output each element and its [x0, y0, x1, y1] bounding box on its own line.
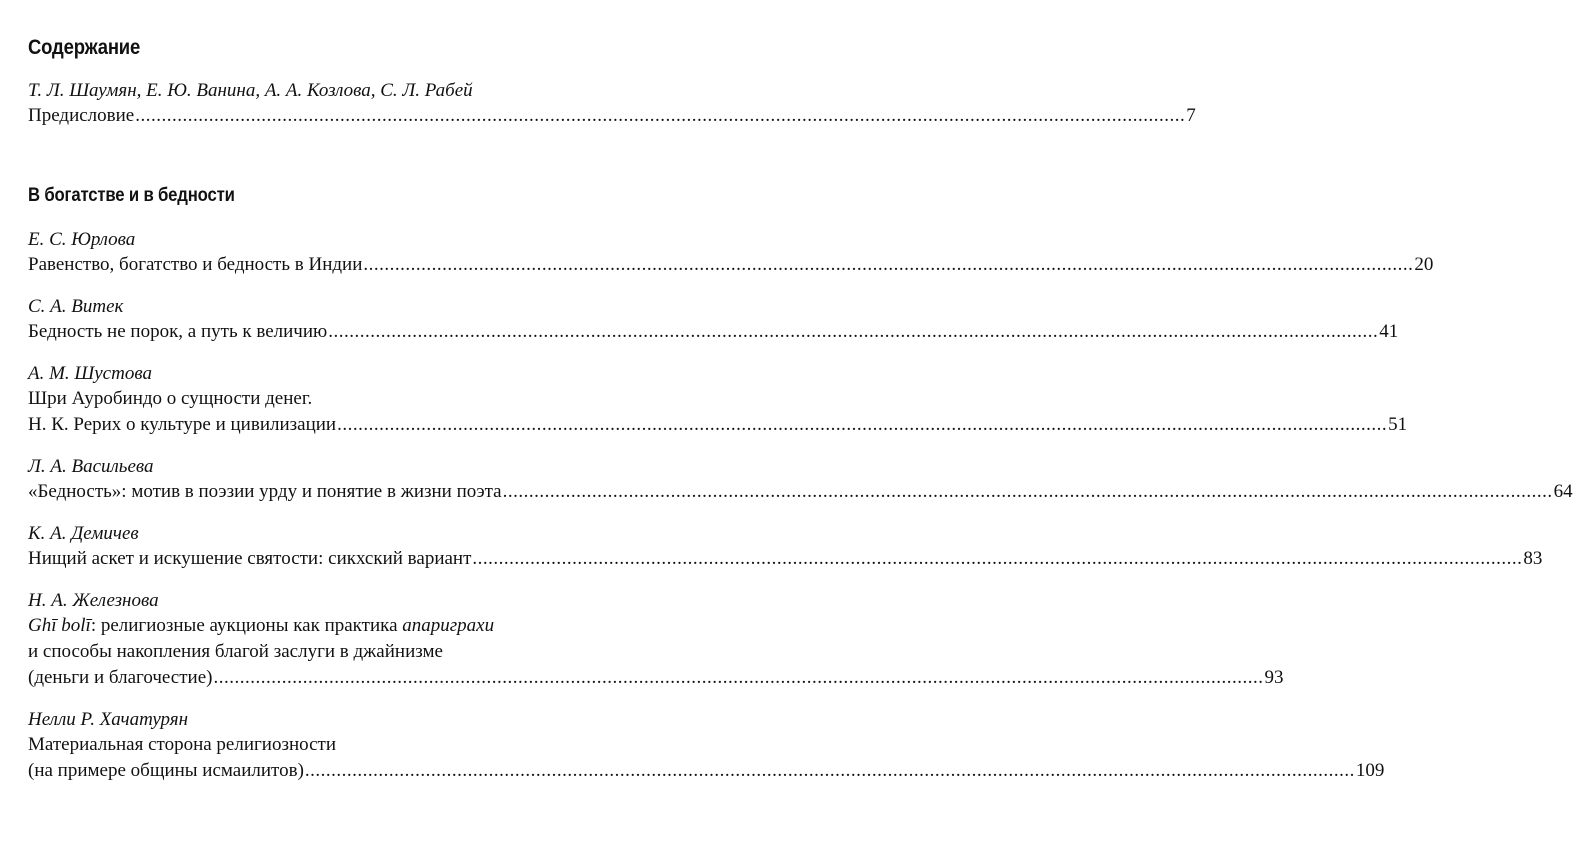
entry-title-line[interactable] — [28, 252, 1434, 278]
entry-title-line[interactable] — [28, 412, 1408, 438]
entry-title-first-line: Материальная сторона религиозности — [28, 734, 337, 755]
entry-author: Л. А. Васильева — [28, 456, 154, 477]
entry-page-number: 20 — [1414, 254, 1434, 275]
entry-page-number: 64 — [1553, 481, 1573, 502]
entry-title: Нищий аскет и искушение святости: сикхский вариант — [28, 548, 472, 569]
toc-entry — [28, 227, 1434, 278]
entry-title: Предисловие — [28, 105, 135, 126]
entry-title-italic-term: апариграхи — [402, 615, 495, 636]
toc-entry — [28, 454, 1573, 505]
entry-title-first-line: Шри Ауробиндо о сущности денег. — [28, 388, 313, 409]
leader-dots: ........................................................................................................................................................................................................ — [304, 760, 1355, 781]
leader-dots: ........................................................................................................................................................................................................ — [472, 548, 1523, 569]
toc-entry — [28, 588, 1284, 691]
leader-dots: ........................................................................................................................................................................................................ — [328, 321, 1379, 342]
leader-dots: ........................................................................................................................................................................................................ — [135, 105, 1186, 126]
entry-title: (деньги и благочестие) — [28, 667, 213, 688]
entry-title-line[interactable] — [28, 319, 1399, 345]
leader-dots: ........................................................................................................................................................................................................ — [363, 254, 1414, 275]
entry-author: Т. Л. Шаумян, Е. Ю. Ванина, А. А. Козлова, С. Л. Рабей — [28, 80, 473, 101]
entry-page-number: 51 — [1388, 414, 1408, 435]
entry-title: «Бедность»: мотив в поэзии урду и понятие в жизни поэта — [28, 481, 502, 502]
entry-page-number: 83 — [1523, 548, 1543, 569]
leader-dots: ........................................................................................................................................................................................................ — [337, 414, 1388, 435]
toc-entry — [28, 294, 1399, 345]
entry-title: Н. К. Рерих о культуре и цивилизации — [28, 414, 337, 435]
entry-author: К. А. Демичев — [28, 523, 139, 544]
entry-title-first-line — [28, 613, 670, 639]
entry-author: Е. С. Юрлова — [28, 229, 136, 250]
entry-title-line[interactable] — [28, 665, 1284, 691]
toc-entry — [28, 521, 1543, 572]
entry-page-number: 7 — [1186, 105, 1196, 126]
entry-title-text: : религиозные аукционы как практика — [90, 615, 403, 636]
entry-title: Бедность не порок, а путь к величию — [28, 321, 328, 342]
entry-page-number: 109 — [1355, 760, 1385, 781]
entry-title: Равенство, богатство и бедность в Индии — [28, 254, 363, 275]
entry-title: (на примере общины исмаилитов) — [28, 760, 304, 781]
leader-dots: ........................................................................................................................................................................................................ — [502, 481, 1553, 502]
toc-entry — [28, 361, 1408, 438]
entry-title-line[interactable] — [28, 103, 1196, 129]
table-of-contents — [28, 28, 1573, 800]
entry-author: Нелли Р. Хачатурян — [28, 709, 189, 730]
entry-page-number: 41 — [1379, 321, 1399, 342]
entry-title-line[interactable] — [28, 546, 1543, 572]
section-heading: В богатстве и в бедности — [28, 185, 235, 206]
entry-title-italic-term: Ghī bolī — [28, 615, 91, 636]
toc-entry — [28, 707, 1385, 784]
toc-entry-preface — [28, 78, 1196, 129]
toc-heading: Содержание — [28, 36, 141, 59]
entry-author: Н. А. Железнова — [28, 590, 159, 611]
entry-author: С. А. Витек — [28, 296, 124, 317]
entry-title-line[interactable] — [28, 479, 1573, 505]
entry-page-number: 93 — [1264, 667, 1284, 688]
entry-author: А. М. Шустова — [28, 363, 152, 384]
entry-title-second-line: и способы накопления благой заслуги в джайнизме — [28, 641, 443, 662]
entry-title-line[interactable] — [28, 758, 1385, 784]
leader-dots: ........................................................................................................................................................................................................ — [213, 667, 1264, 688]
